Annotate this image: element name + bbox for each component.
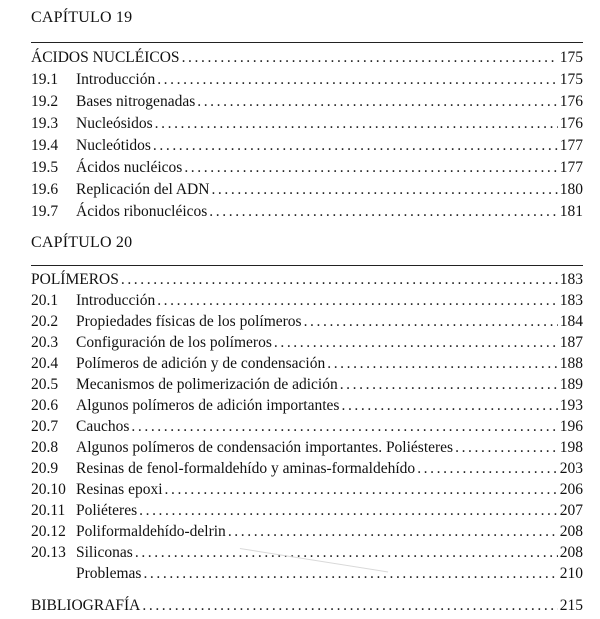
leader-dots [228,523,558,541]
section-number: 20.8 [31,439,59,456]
leader-dots [131,418,557,436]
page-number: 177 [559,137,583,154]
page-number: 176 [559,93,583,110]
section-title: Algunos polímeros de condensación importantes. Poliésteres [76,439,454,456]
toc-entry [31,460,583,482]
chapter-20-heading [31,271,583,293]
toc-entry [31,355,583,377]
leader-dots [182,49,558,67]
toc-entry [31,439,583,461]
section-title: Propiedades físicas de los polímeros [76,313,302,330]
section-title: Poliformaldehído-delrin [76,523,226,540]
leader-dots [139,502,558,520]
toc-entry [31,203,583,225]
toc-entry [31,313,583,335]
leader-dots [142,597,557,615]
page-number: 184 [559,313,583,330]
toc-entry [31,334,583,356]
section-number: 20.5 [31,376,59,393]
section-title: Problemas [76,565,142,582]
page-number: 215 [559,597,583,614]
bibliography-title: BIBLIOGRAFÍA [31,597,141,614]
section-number: 20.13 [31,544,66,561]
section-number: 20.9 [31,460,59,477]
section-title: Nucleósidos [76,115,153,132]
chapter-20-label: CAPÍTULO 20 [31,234,133,251]
section-title: Replicación del ADN [76,181,210,198]
section-number: 19.4 [31,137,59,154]
section-number: 20.3 [31,334,59,351]
section-number: 19.1 [31,71,59,88]
toc-entry [31,376,583,398]
leader-dots [341,397,557,415]
leader-dots [135,544,558,562]
toc-entry [31,137,583,159]
section-title: Configuración de los polímeros [76,334,272,351]
page-number: 187 [559,334,583,351]
section-title: Poliéteres [76,502,138,519]
section-title: Nucleótidos [76,137,151,154]
page-number: 207 [559,502,583,519]
leader-dots [121,271,558,289]
leader-dots [157,71,558,89]
section-title: Polímeros de adición y de condensación [76,355,326,372]
chapter-20-rule [31,265,583,266]
leader-dots [327,355,558,373]
leader-dots [304,313,558,331]
page-number: 175 [559,71,583,88]
section-title: Ácidos ribonucléicos [76,203,208,220]
page-number: 180 [559,181,583,198]
toc-entry [31,115,583,137]
leader-dots [209,203,557,221]
page-number: 189 [559,376,583,393]
leader-dots [455,439,558,457]
section-number: 19.7 [31,203,59,220]
leader-dots [197,93,558,111]
section-title: Ácidos nucléicos [76,159,183,176]
page-number: 181 [559,203,583,220]
section-title: Introducción [76,71,156,88]
leader-dots [340,376,558,394]
page-number: 175 [559,49,583,66]
page-number: 208 [559,523,583,540]
leader-dots [211,181,557,199]
chapter-19-heading [31,49,583,71]
page-number: 208 [559,544,583,561]
chapter-19-label: CAPÍTULO 19 [31,9,133,26]
section-title: Introducción [76,292,156,309]
section-number: 19.6 [31,181,59,198]
page-number: 183 [559,271,583,288]
page-number: 210 [559,565,583,582]
toc-entry [31,71,583,93]
toc-entry [31,181,583,203]
page-number: 203 [559,460,583,477]
toc-entry [31,502,583,524]
section-number: 20.12 [31,523,66,540]
leader-dots [143,565,557,583]
section-title: Algunos polímeros de adición importantes [76,397,340,414]
leader-dots [165,481,558,499]
page-number: 193 [559,397,583,414]
section-title: Resinas de fenol-formaldehído y aminas-formaldehído [76,460,416,477]
section-number: 19.3 [31,115,59,132]
page-number: 206 [559,481,583,498]
toc-entry [31,397,583,419]
chapter-heading-title: ÁCIDOS NUCLÉICOS [31,49,180,66]
section-number: 20.2 [31,313,59,330]
section-title: Bases nitrogenadas [76,93,196,110]
toc-entry-problems [31,565,583,587]
page-number: 183 [559,292,583,309]
toc-entry [31,523,583,545]
section-title: Cauchos [76,418,130,435]
page-number: 198 [559,439,583,456]
leader-dots [274,334,558,352]
leader-dots [417,460,558,478]
section-number: 19.5 [31,159,59,176]
leader-dots [157,292,558,310]
toc-entry [31,159,583,181]
leader-dots [184,159,557,177]
toc-entry [31,292,583,314]
page-number: 176 [559,115,583,132]
toc-entry [31,418,583,440]
chapter-19-rule [31,42,583,43]
toc-entry [31,481,583,503]
section-number: 19.2 [31,93,59,110]
section-number: 20.10 [31,481,66,498]
section-number: 20.7 [31,418,59,435]
section-title: Resinas epoxi [76,481,163,498]
section-number: 20.1 [31,292,59,309]
section-title: Mecanismos de polimerización de adición [76,376,338,393]
toc-entry [31,544,583,566]
section-title: Siliconas [76,544,133,561]
toc-entry [31,93,583,115]
page-number: 177 [559,159,583,176]
section-number: 20.4 [31,355,59,372]
leader-dots [153,137,558,155]
bibliography-entry [31,597,583,617]
section-number: 20.11 [31,502,66,519]
chapter-heading-title: POLÍMEROS [31,271,119,288]
leader-dots [155,115,558,133]
section-number: 20.6 [31,397,59,414]
page-number: 188 [559,355,583,372]
page-number: 196 [559,418,583,435]
